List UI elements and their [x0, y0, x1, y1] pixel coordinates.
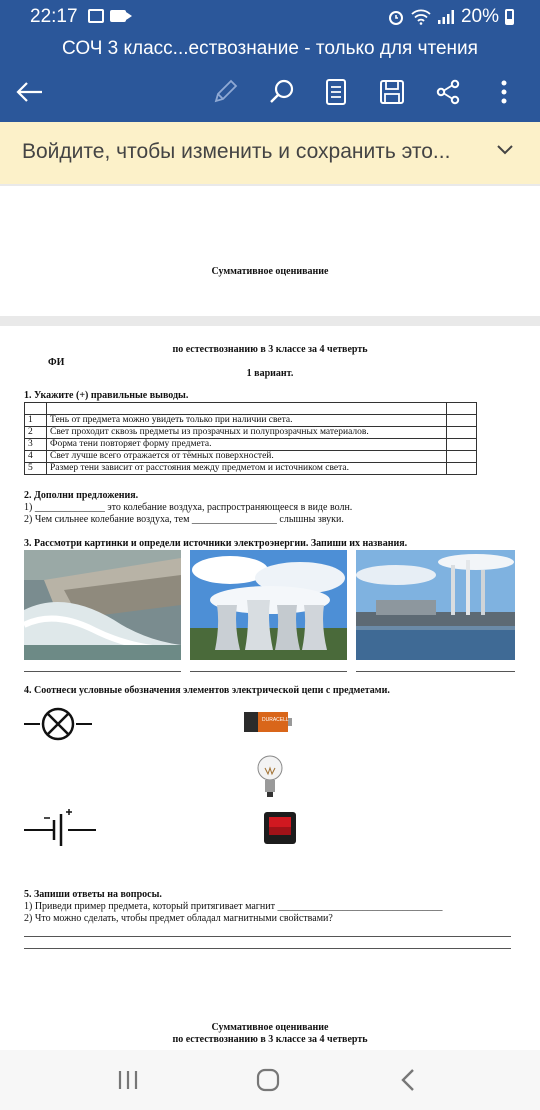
- video-icon: [110, 10, 126, 22]
- table-row: 4 Свет лучше всего отражается от тёмных поверхностей.: [25, 451, 477, 463]
- alarm-icon: [387, 8, 405, 26]
- q5-line-1: 1) Приведи пример предмета, который притягивает магнит _________________________________: [24, 901, 443, 912]
- light-bulb-icon: [256, 754, 284, 802]
- table-row: 1 Тень от предмета можно увидеть только при наличии света.: [25, 415, 477, 427]
- status-time: 22:17: [30, 6, 78, 27]
- document-page-3: [0, 1010, 540, 1050]
- fi-label: ФИ: [48, 357, 65, 368]
- share-icon[interactable]: [428, 72, 468, 112]
- doc-subtitle: по естествознанию в 3 классе за 4 четверть: [172, 344, 368, 355]
- battery-label: DURACELL: [262, 717, 289, 723]
- wifi-icon: [411, 9, 431, 25]
- status-bar: [0, 0, 540, 34]
- recent-apps-icon[interactable]: [108, 1064, 148, 1096]
- q2-line-2: 2) Чем сильнее колебание воздуха, тем _________________ слышны звуки.: [24, 514, 344, 525]
- pen-icon[interactable]: [205, 72, 245, 112]
- q2-title: 2. Дополни предложения.: [24, 490, 139, 501]
- chevron-down-icon[interactable]: [496, 142, 514, 156]
- page3-subtitle: по естествознанию в 3 классе за 4 четверть: [172, 1034, 368, 1045]
- sign-in-banner[interactable]: [0, 122, 540, 184]
- table-row: 3 Форма тени повторяет форму предмета.: [25, 439, 477, 451]
- lamp-symbol-icon: [24, 706, 92, 742]
- variant-label: 1 вариант.: [246, 368, 294, 379]
- battery-symbol-icon: [24, 806, 98, 846]
- table-row: [25, 403, 477, 415]
- back-arrow-icon[interactable]: [10, 72, 50, 112]
- answer-line[interactable]: [24, 671, 181, 672]
- q5-line-2: 2) Что можно сделать, чтобы предмет обладал магнитными свойствами?: [24, 913, 333, 924]
- more-icon[interactable]: [484, 72, 524, 112]
- q5-title: 5. Запиши ответы на вопросы.: [24, 889, 162, 900]
- q1-table: [24, 402, 477, 475]
- cooling-towers-photo: [190, 550, 347, 660]
- battery-icon: [505, 9, 514, 25]
- q2-line-1: 1) ______________ это колебание воздуха, распространяющееся в виде волн.: [24, 502, 353, 513]
- back-icon[interactable]: [388, 1064, 428, 1096]
- home-icon[interactable]: [248, 1064, 288, 1096]
- battery-icon: [244, 710, 292, 734]
- search-icon[interactable]: [262, 72, 302, 112]
- toolbar: [0, 70, 540, 114]
- table-row: 5 Размер тени зависит от расстояния между предметом и источником света.: [25, 463, 477, 475]
- gallery-icon: [88, 9, 104, 23]
- switch-icon: [262, 810, 298, 846]
- page3-heading: Суммативное оценивание: [211, 1022, 329, 1033]
- answer-line[interactable]: [190, 671, 347, 672]
- answer-line[interactable]: [24, 936, 511, 937]
- q4-title: 4. Соотнеси условные обозначения элементов электрической цепи с предметами.: [24, 685, 390, 696]
- signal-icon: [437, 9, 455, 25]
- document-page-1: [0, 186, 540, 316]
- table-row: 2 Свет проходит сквозь предметы из прозрачных и полупрозрачных материалов.: [25, 427, 477, 439]
- save-icon[interactable]: [372, 72, 412, 112]
- document-title: СОЧ 3 класс...ествознание - только для чтения: [62, 38, 478, 59]
- q3-title: 3. Рассмотри картинки и определи источники электроэнергии. Запиши их названия.: [24, 538, 408, 549]
- app-header: [0, 0, 540, 122]
- answer-line[interactable]: [24, 948, 511, 949]
- sign-in-message: Войдите, чтобы изменить и сохранить это...: [22, 140, 451, 163]
- battery-percent: 20%: [460, 6, 499, 27]
- power-station-photo: [356, 550, 515, 660]
- answer-line[interactable]: [356, 671, 515, 672]
- page-heading: Суммативное оценивание: [211, 266, 329, 277]
- q1-title: 1. Укажите (+) правильные выводы.: [24, 390, 189, 401]
- hydro-dam-photo: [24, 550, 181, 660]
- reading-view-icon[interactable]: [316, 72, 356, 112]
- system-nav-bar: [0, 1050, 540, 1110]
- document-page-2: [0, 326, 540, 1051]
